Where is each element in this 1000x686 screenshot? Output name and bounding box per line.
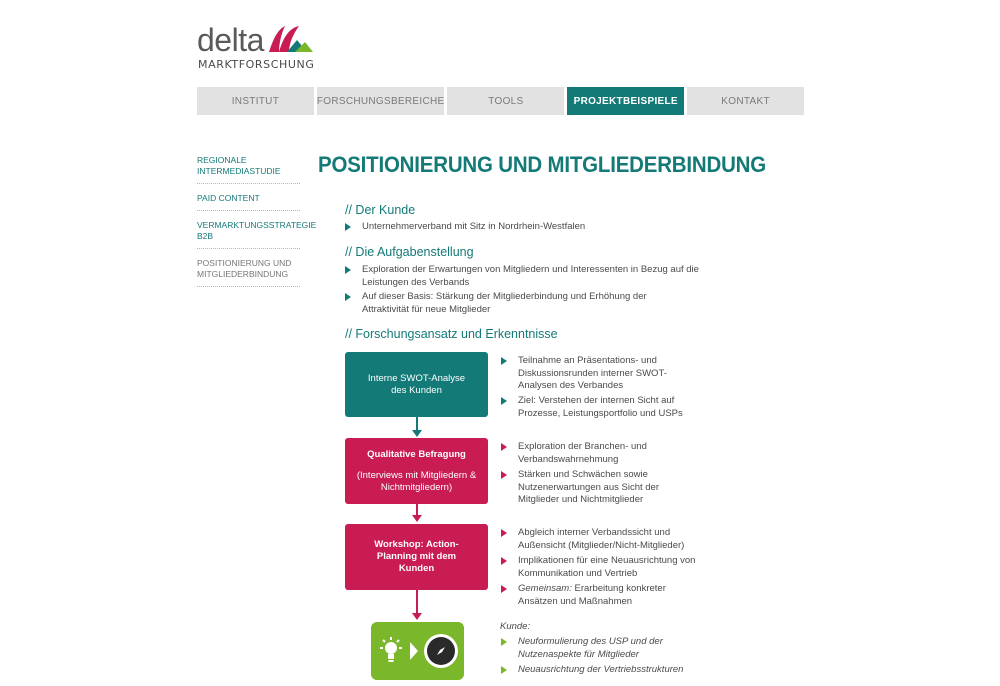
bullet-arrow-icon (501, 585, 507, 593)
list-item: Implikationen für eine Neuausrichtung von Kommunikation und Vertrieb (518, 555, 703, 580)
process-step-qualitative-befragung: Qualitative Befragung (Interviews mit Mitgliedern & Nichtmitgliedern) (345, 438, 488, 504)
nav-tab-kontakt[interactable]: KONTAKT (687, 87, 804, 115)
process-step-swot: Interne SWOT-Analyse des Kunden (345, 352, 488, 417)
list-item: Exploration der Erwartungen von Mitgliedern und Interessenten in Bezug auf die Leistungen des Verbands (362, 264, 707, 289)
sidebar-item-positionierung[interactable]: POSITIONIERUNG UND MITGLIEDERBINDUNG (197, 255, 300, 287)
bullet-arrow-icon (501, 529, 507, 537)
flow-arrow-icon (416, 590, 418, 614)
lightbulb-icon (378, 636, 404, 666)
arrow-right-icon (410, 642, 418, 660)
flow-arrow-icon (416, 417, 418, 431)
logo-subtitle: MARKTFORSCHUNG (198, 58, 315, 71)
section-heading-kunde: // Der Kunde (345, 203, 416, 217)
result-label: Kunde: (500, 621, 531, 632)
list-item: Teilnahme an Präsentations- und Diskussionsrunden interner SWOT-Analysen des Verbandes (518, 355, 698, 393)
list-item: Neuausrichtung der Vertriebsstrukturen (518, 664, 718, 677)
list-item: Stärken und Schwächen sowie Nutzenerwartungen aus Sicht der Mitglieder und Nichtmitglieder (518, 469, 698, 507)
logo-wordmark: delta (197, 22, 264, 58)
page-title: POSITIONIERUNG UND MITGLIEDERBINDUNG (318, 152, 766, 177)
logo[interactable] (197, 22, 327, 74)
sidebar-item-vermarktungsstrategie-b2b[interactable]: VERMARKTUNGSSTRATEGIE B2B (197, 217, 300, 249)
main-navigation (197, 87, 804, 115)
nav-tab-projektbeispiele[interactable]: PROJEKTBEISPIELE (567, 87, 684, 115)
list-item: Ziel: Verstehen der internen Sicht auf Prozesse, Leistungsportfolio und USPs (518, 395, 703, 420)
section-heading-aufgabe: // Die Aufgabenstellung (345, 245, 474, 259)
bullet-arrow-icon (345, 293, 351, 301)
bullet-arrow-icon (501, 397, 507, 405)
list-item: Gemeinsam: Erarbeitung konkreter Ansätzen und Maßnahmen (518, 583, 698, 608)
list-item: Abgleich interner Verbandssicht und Außensicht (Mitglieder/Nicht-Mitglieder) (518, 527, 708, 552)
list-item: Unternehmerverband mit Sitz in Nordrhein-Westfalen (362, 221, 702, 234)
logo-mark-icon (267, 22, 315, 54)
result-icon-box (371, 622, 464, 680)
flow-arrow-icon (416, 504, 418, 516)
bullet-arrow-icon (501, 471, 507, 479)
bullet-arrow-icon (345, 223, 351, 231)
bullet-arrow-icon (501, 666, 507, 674)
bullet-arrow-icon (501, 443, 507, 451)
nav-tab-tools[interactable]: TOOLS (447, 87, 564, 115)
nav-tab-forschungsbereiche[interactable]: FORSCHUNGSBEREICHE (317, 87, 445, 115)
bullet-arrow-icon (345, 266, 351, 274)
bullet-arrow-icon (501, 357, 507, 365)
bullet-arrow-icon (501, 638, 507, 646)
compass-icon (424, 634, 458, 668)
process-step-workshop: Workshop: Action-Planning mit dem Kunden (345, 524, 488, 590)
sidebar-item-paid-content[interactable]: PAID CONTENT (197, 190, 300, 211)
list-item: Exploration der Branchen- und Verbandswahrnehmung (518, 441, 698, 466)
list-item: Auf dieser Basis: Stärkung der Mitgliederbindung und Erhöhung der Attraktivität für neue Mitglieder (362, 291, 692, 316)
sidebar (197, 152, 317, 293)
section-heading-ansatz: // Forschungsansatz und Erkenntnisse (345, 327, 558, 341)
list-item: Neuformulierung des USP und der Nutzenaspekte für Mitglieder (518, 636, 698, 661)
bullet-arrow-icon (501, 557, 507, 565)
nav-tab-institut[interactable]: INSTITUT (197, 87, 314, 115)
sidebar-item-regionale-intermediastudie[interactable]: REGIONALE INTERMEDIASTUDIE (197, 152, 300, 184)
